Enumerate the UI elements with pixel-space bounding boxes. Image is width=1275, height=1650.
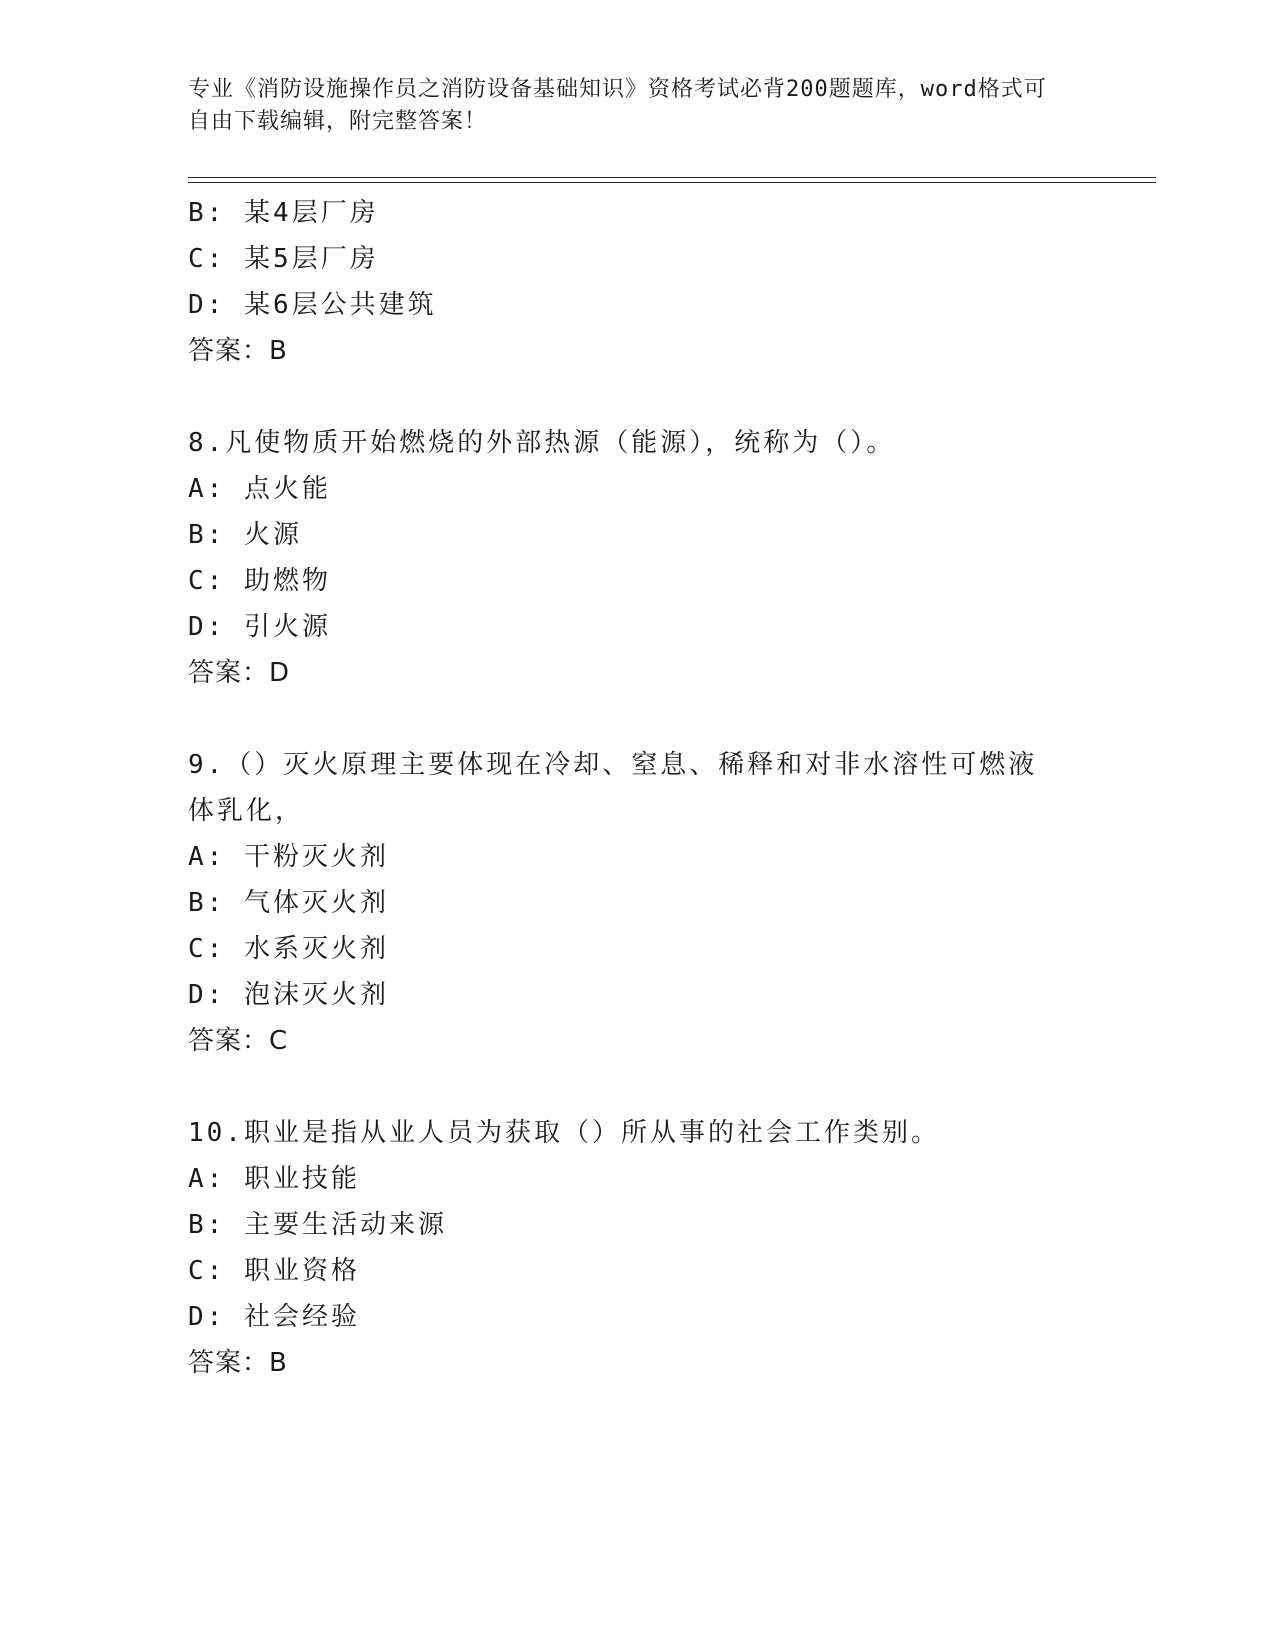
option-a: A: 职业技能 bbox=[188, 1164, 360, 1194]
question-stem: 9.（）灭火原理主要体现在冷却、窒息、稀释和对非水溶性可燃液体乳化， bbox=[188, 750, 1038, 826]
answer-line: 答案：B bbox=[188, 1348, 288, 1378]
option-a: A: 干粉灭火剂 bbox=[188, 842, 389, 872]
option-b: B: 火源 bbox=[188, 520, 302, 550]
option-d: D: 引火源 bbox=[188, 612, 331, 642]
option-b: B: 主要生活动来源 bbox=[188, 1210, 447, 1240]
question-list bbox=[188, 190, 1088, 1386]
option-d: D: 某6层公共建筑 bbox=[188, 290, 437, 320]
question-block-10 bbox=[188, 1110, 1088, 1386]
option-a: A: 点火能 bbox=[188, 474, 331, 504]
answer-line: 答案：B bbox=[188, 336, 288, 366]
option-b: B: 气体灭火剂 bbox=[188, 888, 389, 918]
option-d: D: 社会经验 bbox=[188, 1302, 360, 1332]
option-b: B: 某4层厂房 bbox=[188, 198, 379, 228]
answer-line: 答案：C bbox=[188, 1026, 289, 1056]
header-divider-top bbox=[188, 177, 1156, 178]
option-c: C: 水系灭火剂 bbox=[188, 934, 389, 964]
option-d: D: 泡沫灭火剂 bbox=[188, 980, 389, 1010]
question-block-7 bbox=[188, 190, 1088, 374]
question-block-9 bbox=[188, 742, 1088, 1064]
header-divider-bottom bbox=[188, 182, 1156, 183]
question-block-8 bbox=[188, 420, 1088, 696]
option-c: C: 职业资格 bbox=[188, 1256, 360, 1286]
question-stem: 8.凡使物质开始燃烧的外部热源（能源），统称为（）。 bbox=[188, 428, 896, 458]
option-c: C: 某5层厂房 bbox=[188, 244, 379, 274]
question-stem: 10.职业是指从业人员为获取（）所从事的社会工作类别。 bbox=[188, 1118, 940, 1148]
answer-line: 答案：D bbox=[188, 658, 291, 688]
document-header: 专业《消防设施操作员之消防设备基础知识》资格考试必背200题题库，word格式可自由下载编辑，附完整答案！ bbox=[188, 77, 1047, 134]
option-c: C: 助燃物 bbox=[188, 566, 331, 596]
